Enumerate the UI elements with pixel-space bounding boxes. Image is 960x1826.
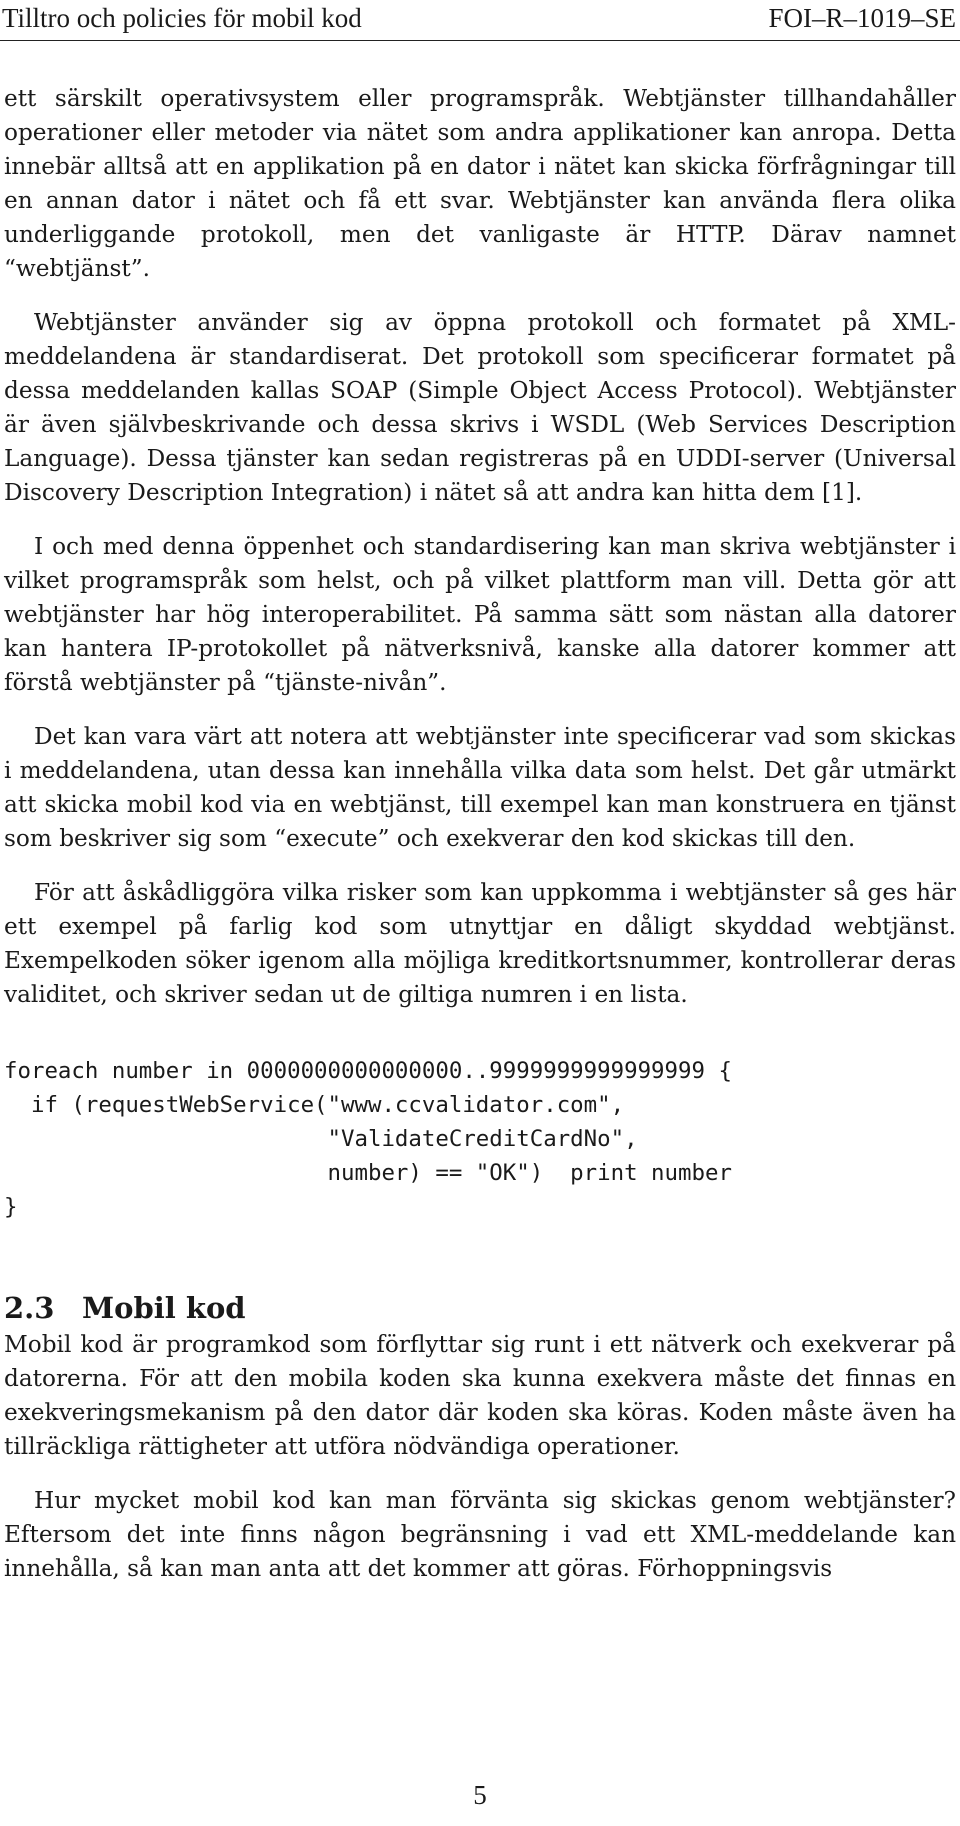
paragraph: Webtjänster använder sig av öppna protokoll och formatet på XML-meddelandena är standardiserat. Det protokoll som specificerar formatet på dessa meddelanden kallas SOAP (Simple Object Access Protocol). Webtjänster är även självbeskrivande och dessa skrivs i WSDL (Web Services Description Language). Dessa tjänster kan sedan registreras på en UDDI-server (Universal Discovery Description Integration) i nätet så att andra kan hitta dem [1]. — [4, 309, 956, 506]
section-heading — [4, 1288, 956, 1328]
code-line: foreach number in 0000000000000000..9999999999999999 { — [4, 1058, 732, 1084]
paragraph: Hur mycket mobil kod kan man förvänta sig skickas genom webtjänster? Eftersom det inte finns någon begränsning i vad ett XML-meddelande kan innehålla, så kan man anta att det kommer att göras. Förhoppningsvis — [4, 1487, 956, 1582]
section-number: 2.3 — [4, 1291, 55, 1325]
page-body — [4, 82, 956, 1606]
page-number: 5 — [473, 1780, 487, 1810]
paragraph: För att åskådliggöra vilka risker som kan uppkomma i webtjänster så ges här ett exempel på farlig kod som utnyttjar en dåligt skyddad webtjänst. Exempelkoden söker igenom alla möjliga kreditkortsnummer, kontrollerar deras validitet, och skriver sedan ut de giltiga numren i en lista. — [4, 879, 956, 1008]
paragraph: Mobil kod är programkod som förflyttar sig runt i ett nätverk och exekverar på datorerna. För att den mobila koden ska kunna exekvera måste det finnas en exekveringsmekanism på den dator där koden ska köras. Koden måste även ha tillräckliga rättigheter att utföra nödvändiga operationer. — [4, 1331, 956, 1460]
code-line: number) == "OK") print number — [4, 1160, 732, 1186]
header-report-number: FOI–R–1019–SE — [768, 3, 956, 33]
code-line: } — [4, 1194, 18, 1220]
code-line: if (requestWebService("www.ccvalidator.com", — [4, 1092, 625, 1118]
section-title: Mobil kod — [82, 1291, 246, 1325]
code-line: "ValidateCreditCardNo", — [4, 1126, 638, 1152]
code-listing — [4, 1054, 956, 1224]
paragraph: Det kan vara värt att notera att webtjänster inte specificerar vad som skickas i meddelandena, utan dessa kan innehålla vilka data som helst. Det går utmärkt att skicka mobil kod via en webtjänst, till exempel kan man konstruera en tjänst som beskriver sig som “execute” och exekverar den kod skickas till den. — [4, 723, 956, 852]
paragraph: ett särskilt operativsystem eller programspråk. Webtjänster tillhandahåller operationer eller metoder via nätet som andra applikationer kan anropa. Detta innebär alltså att en applikation på en dator i nätet kan skicka förfrågningar till en annan dator i nätet och få ett svar. Webtjänster kan använda flera olika underliggande protokoll, men det vanligaste är HTTP. Därav namnet “webtjänst”. — [4, 85, 956, 282]
header-title: Tilltro och policies för mobil kod — [2, 3, 362, 33]
paragraph: I och med denna öppenhet och standardisering kan man skriva webtjänster i vilket programspråk som helst, och på vilket plattform man vill. Detta gör att webtjänster har hög interoperabilitet. På samma sätt som nästan alla datorer kan hantera IP-protokollet på nätverksnivå, kanske alla datorer kommer att förstå webtjänster på “tjänste-nivån”. — [4, 533, 956, 696]
running-header — [0, 0, 960, 41]
